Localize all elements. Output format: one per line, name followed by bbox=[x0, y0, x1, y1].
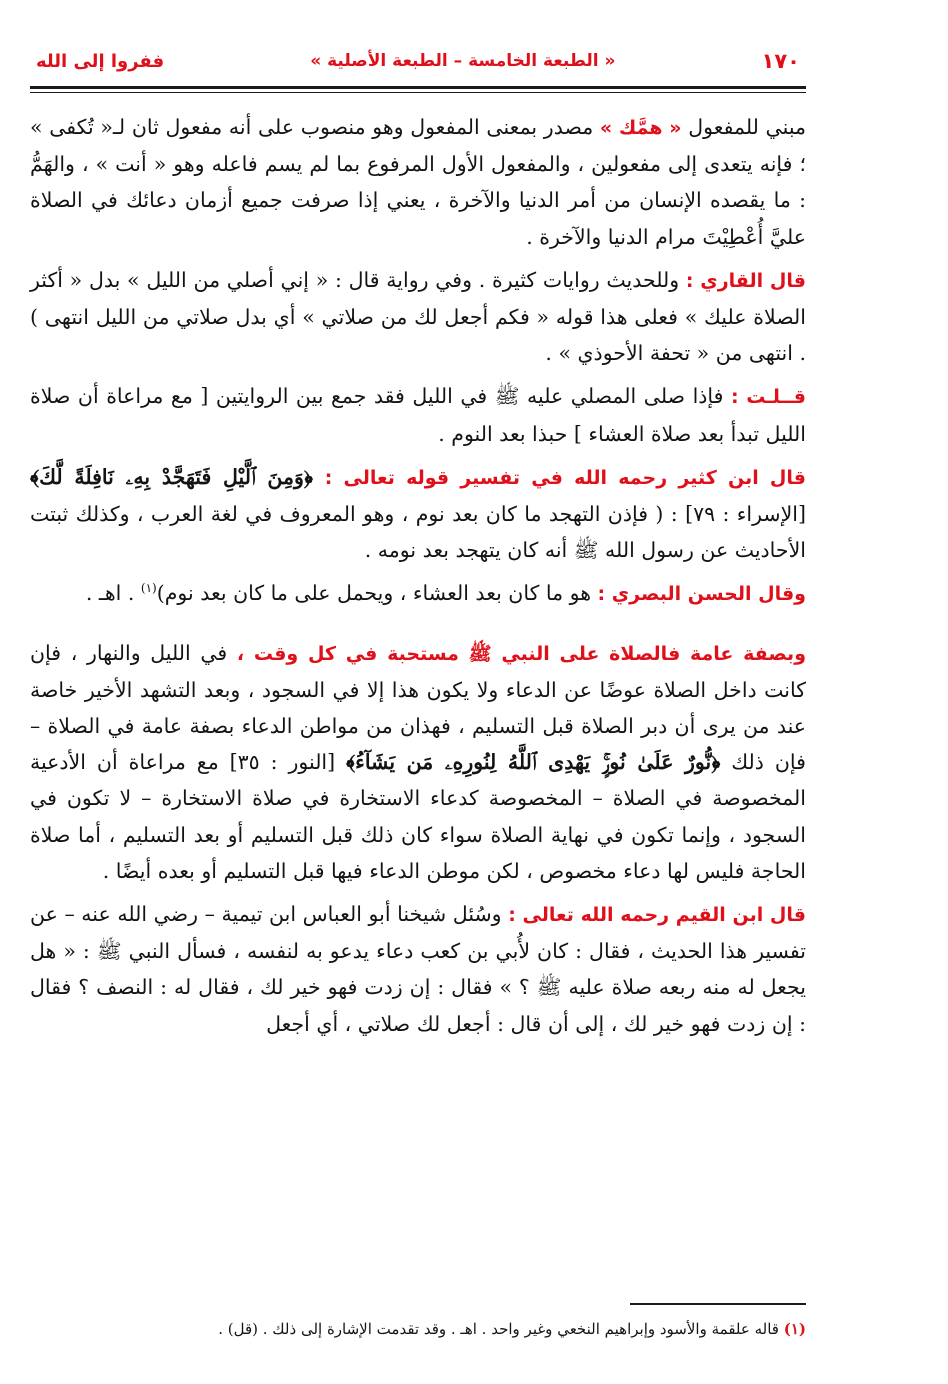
footnote-number: (١) bbox=[783, 1320, 806, 1338]
paragraph-text: . اهـ . bbox=[85, 581, 141, 606]
heading-phrase: وبصفة عامة فالصلاة على النبي ﷺ مستحبة في كل وقت ، bbox=[236, 642, 807, 665]
paragraph bbox=[30, 459, 806, 569]
heading-phrase: قال القاري : bbox=[685, 269, 806, 292]
heading-phrase: « همَّك » bbox=[599, 117, 682, 139]
paragraph bbox=[30, 635, 806, 889]
paragraph-text: وللحديث روايات كثيرة . وفي رواية قال : « إني أصلي من الليل » بدل « أكثر الصلاة عليك » فعلى هذا قوله « فكم أجعل لك من صلاتي » أي بدل صلاتي من الليل انتهى ) . انتهى من « تحفة الأحوذي » . bbox=[30, 267, 806, 366]
paragraph bbox=[30, 575, 806, 612]
paragraph bbox=[30, 262, 806, 372]
paragraph-text: هو ما كان بعد العشاء ، ويحمل على ما كان بعد نوم) bbox=[156, 581, 598, 606]
footnote-text: قاله علقمة والأسود وإبراهيم النخعي وغير واحد . اهـ . وقد تقدمت الإشارة إلى ذلك . (قل) . bbox=[218, 1320, 784, 1338]
paragraph-text: [النور : ٣٥] مع مراعاة أن الأدعية المخصوصة في الصلاة – المخصوصة كدعاء الاستخارة في صلاة الاستخارة – لا تكون في السجود ، وإنما تكون في نهاية الصلاة سواء كان ذلك قبل التسليم أو بعد التسليم ، أما صلاة الحاجة فليس لها دعاء مخصوص ، لكن موطن الدعاء فيها قبل التسليم أو بعده أيضًا . bbox=[30, 750, 806, 883]
heading-phrase: قال ابن القيم رحمه الله تعالى : bbox=[508, 904, 806, 927]
paragraph bbox=[30, 896, 806, 1042]
edition-label: « الطبعة الخامسة – الطبعة الأصلية » bbox=[310, 51, 616, 71]
body-text bbox=[30, 109, 806, 1042]
paragraph bbox=[30, 109, 806, 255]
quran-quote: ﴿نُّورٌ عَلَىٰ نُورٍۚ يَهْدِى ٱللَّهُ لِنُورِهِۦ مَن يَشَآءُ﴾ bbox=[346, 750, 721, 775]
heading-phrase: وقال الحسن البصري : bbox=[597, 583, 806, 606]
paragraph-text: فإذا صلى المصلي عليه ﷺ في الليل فقد جمع بين الروايتين [ مع مراعاة أن صلاة الليل تبدأ بعد صلاة العشاء ] حبذا بعد النوم . bbox=[30, 384, 806, 446]
header-rule bbox=[30, 86, 806, 93]
footnote-marker: (١) bbox=[140, 581, 157, 596]
paragraph-text: وسُئل شيخنا أبو العباس ابن تيمية – رضي الله عنه – عن تفسير هذا الحديث ، فقال : كان لأُبي بن كعب دعاء يدعو به لنفسه ، فسأل النبي ﷺ : « هل يجعل له منه ربعه صلاة عليه ﷺ ؟ » فقال : إن زدت فهو خير لك ، فقال له : النصف ؟ فقال : إن زدت فهو خير لك ، إلى أن قال : أجعل لك صلاتي ، أي أجعل bbox=[30, 902, 806, 1036]
paragraph-text: مبني للمفعول bbox=[681, 115, 806, 139]
paragraph-text: في الليل والنهار ، فإن كانت داخل الصلاة عوضًا عن الدعاء ولا يكون هذا إلا في السجود ، وبعد التشهد الأخير خاصة عند من يرى أن دبر الصلاة قبل التسليم ، فهذان من مواطن الدعاء بصفة عامة في الصلاة – فإن ذلك bbox=[30, 640, 806, 775]
running-header bbox=[30, 40, 806, 82]
book-title: ففروا إلى الله bbox=[36, 50, 165, 72]
page-number: ١٧٠ bbox=[761, 49, 800, 73]
heading-phrase: قــلـت : bbox=[730, 386, 806, 409]
footnote bbox=[30, 1318, 806, 1340]
paragraph bbox=[30, 378, 806, 451]
heading-phrase: قال ابن كثير رحمه الله في تفسير قوله تعالى : bbox=[324, 466, 806, 489]
paragraph-text: [الإسراء : ٧٩] : ( فإذن التهجد ما كان بعد نوم ، وهو المعروف في لغة العرب ، وكذلك ثبتت الأحاديث عن رسول الله ﷺ أنه كان يتهجد بعد نومه . bbox=[30, 502, 806, 563]
quran-quote: ﴿وَمِنَ ٱلَّيْلِ فَتَهَجَّدْ بِهِۦ نَافِلَةً لَّكَ﴾ bbox=[30, 464, 325, 489]
footnote-rule bbox=[630, 1303, 806, 1305]
book-page bbox=[30, 40, 806, 1360]
paragraph-text: مصدر بمعنى المفعول وهو منصوب على أنه مفعول ثان لـ« تُكفى » ؛ فإنه يتعدى إلى مفعولين ، والمفعول الأول المرفوع بما لم يسم فاعله وهو « أنت » ، والهَمُّ : ما يقصده الإنسان من أمر الدنيا والآخرة ، يعني إذا صرفت جميع أزمان دعائك في الصلاة عليَّ أُعْطِيْتَ مرام الدنيا والآخرة . bbox=[30, 115, 806, 249]
